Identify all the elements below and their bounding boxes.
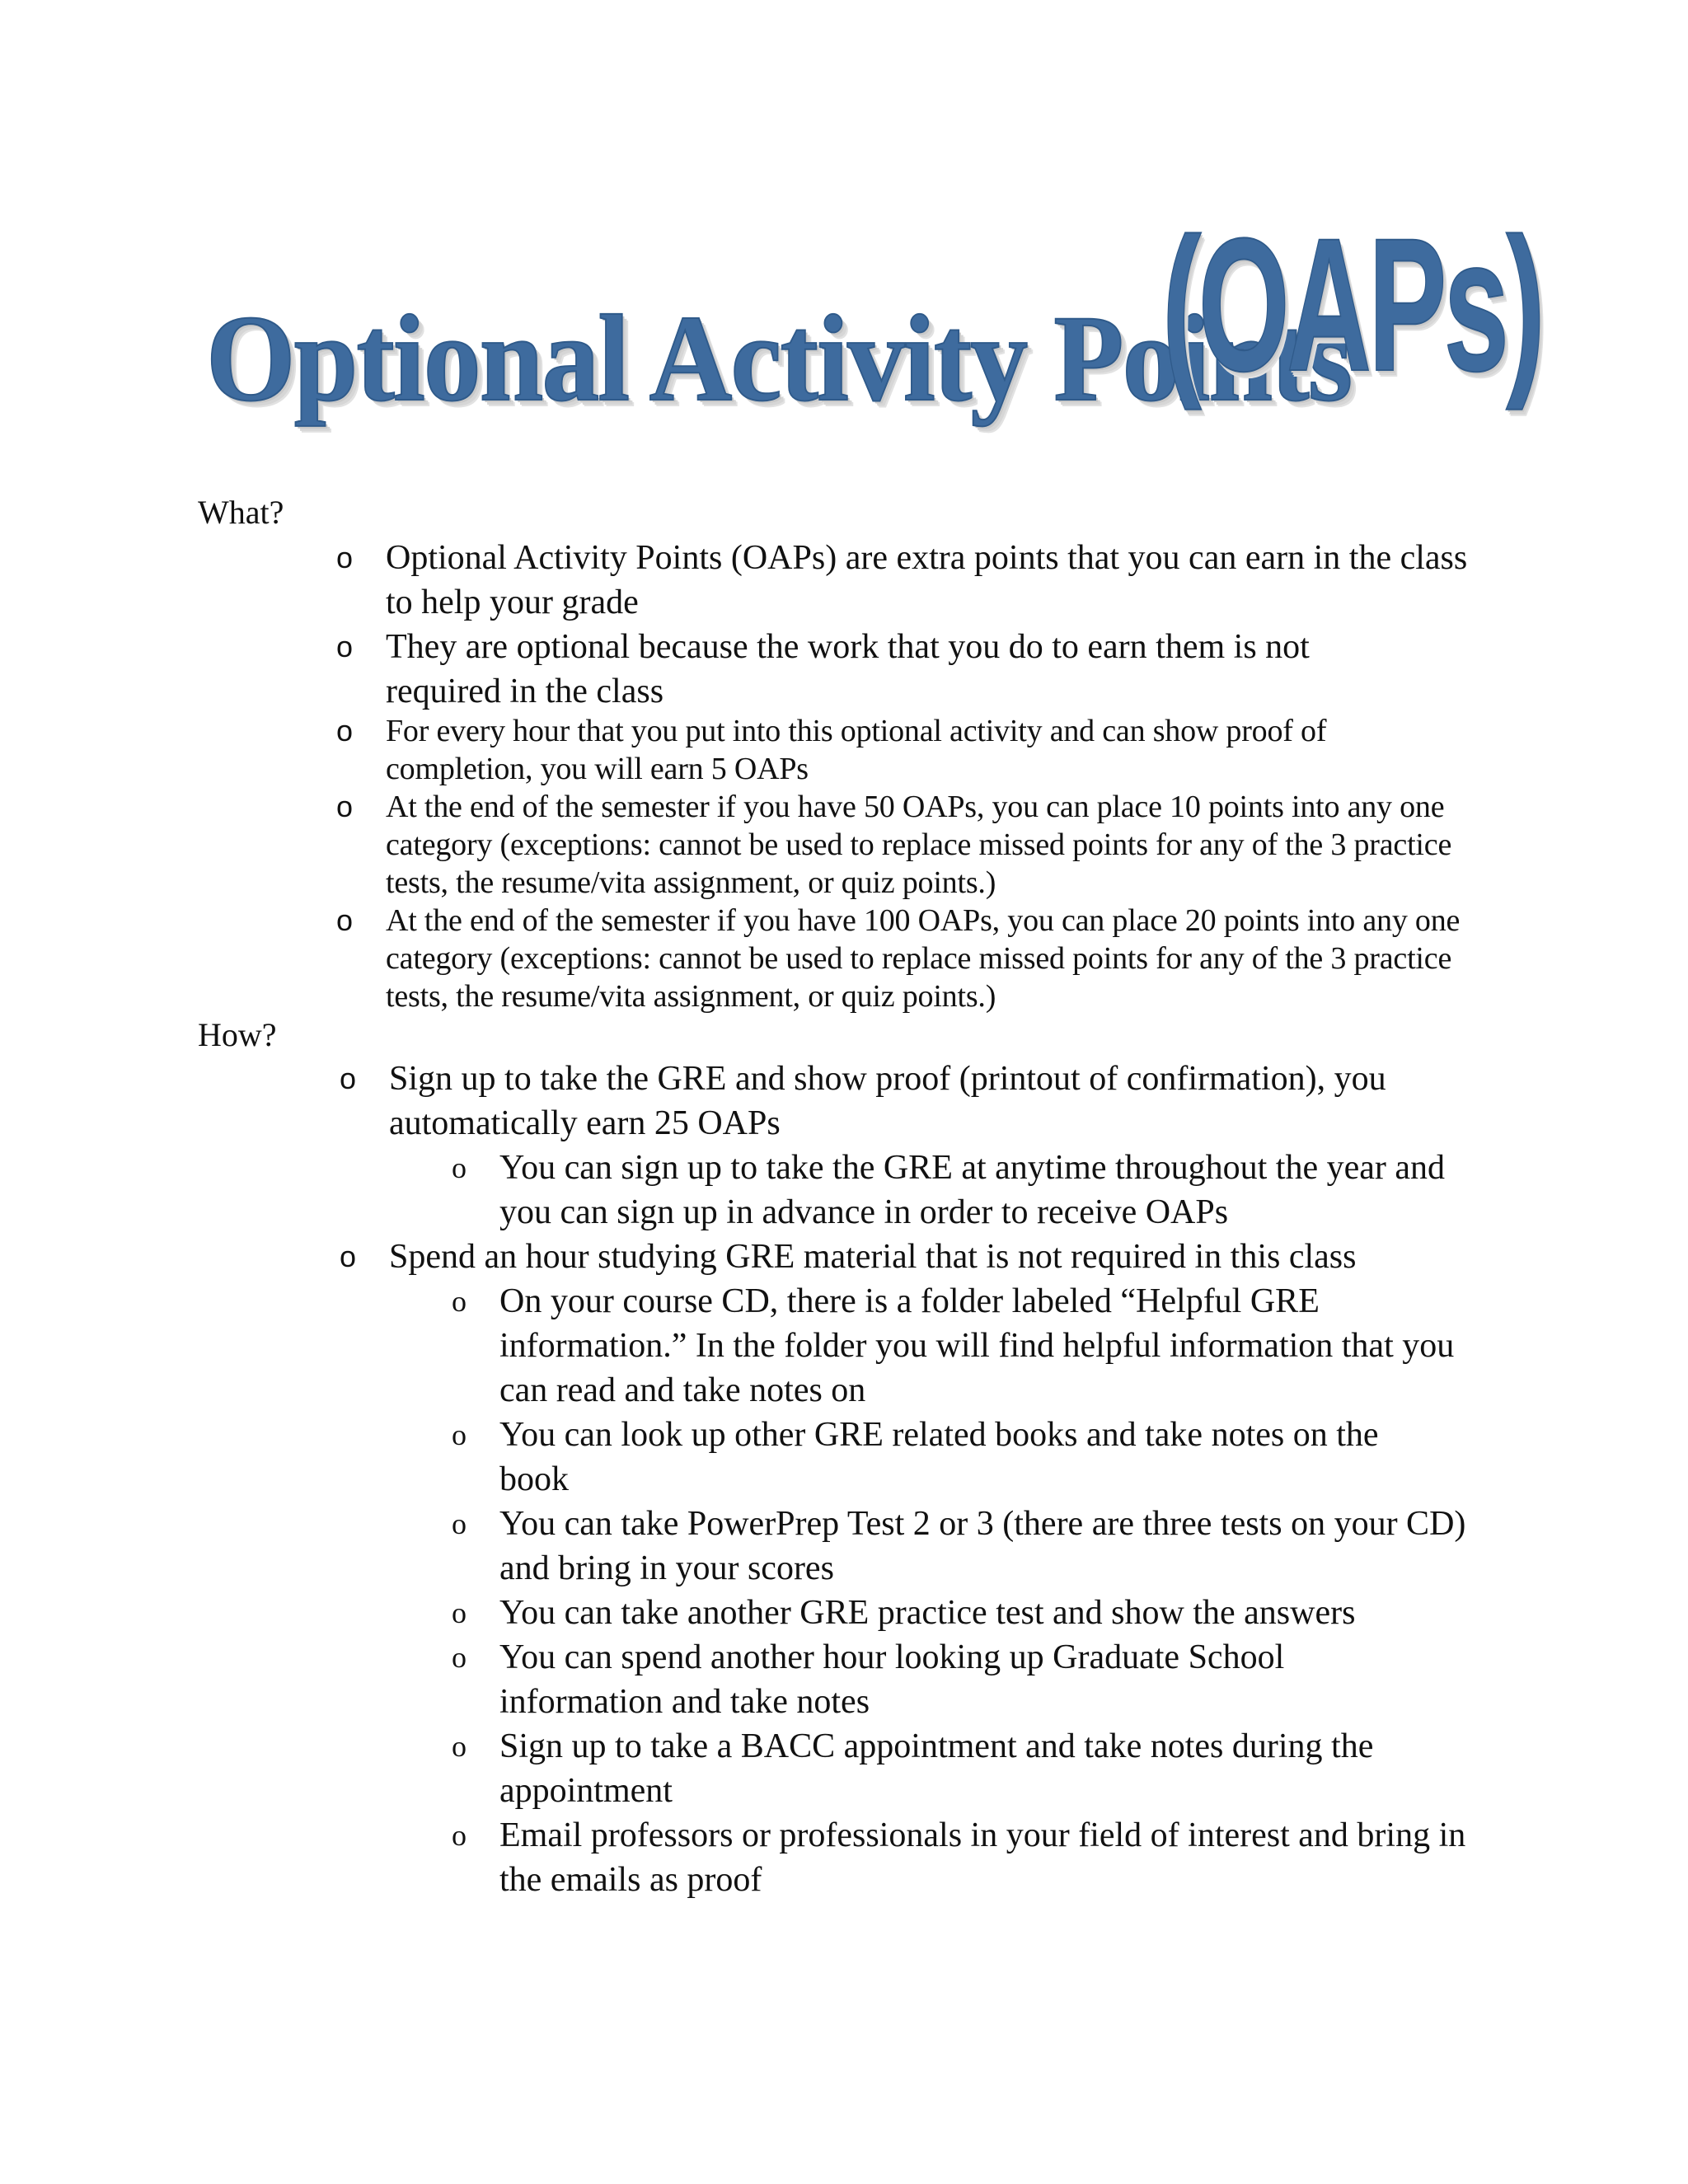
how-sub-item bbox=[452, 1279, 1490, 1413]
sub-item-text: You can take PowerPrep Test 2 or 3 (there are three tests on your CD) and bring in your scores bbox=[499, 1505, 1466, 1587]
sub-item-text: Email professors or professionals in your field of interest and bring in the emails as proof bbox=[499, 1816, 1466, 1899]
how-sub-item bbox=[452, 1635, 1490, 1724]
sub-bullet-marker: o bbox=[452, 1285, 467, 1318]
list-item-text: They are optional because the work that you do to earn them is not required in the class bbox=[386, 628, 1310, 710]
sub-item-text: You can look up other GRE related books and take notes on the book bbox=[499, 1416, 1379, 1498]
what-list-item bbox=[336, 902, 1507, 1015]
sub-item-text: You can spend another hour looking up Graduate School information and take notes bbox=[499, 1638, 1285, 1721]
how-sub-item bbox=[452, 1724, 1490, 1813]
bullet-marker: o bbox=[336, 541, 354, 574]
bullet-marker: o bbox=[336, 714, 354, 748]
sub-item-text: You can sign up to take the GRE at anytime throughout the year and you can sign up in advance in order to receive OAPs bbox=[499, 1149, 1446, 1231]
section-label-how: How? bbox=[198, 1016, 277, 1053]
bullet-marker: o bbox=[340, 1240, 357, 1273]
what-list-item bbox=[336, 536, 1490, 625]
sub-bullet-marker: o bbox=[452, 1819, 467, 1852]
sub-bullet-marker: o bbox=[452, 1730, 467, 1763]
title-main-text: Optional Activity Points bbox=[206, 290, 1352, 427]
how-sub-item bbox=[452, 1502, 1490, 1591]
sub-bullet-marker: o bbox=[452, 1507, 467, 1540]
list-item-text: Optional Activity Points (OAPs) are extra points that you can earn in the class to help your grade bbox=[386, 539, 1468, 621]
sub-bullet-marker: o bbox=[452, 1641, 467, 1674]
title-acronym-text: (OAPs) bbox=[1162, 199, 1542, 410]
what-list-item bbox=[336, 788, 1507, 902]
sub-item-text: On your course CD, there is a folder labeled “Helpful GRE information.” In the folder you will find helpful information that you can read and take notes on bbox=[499, 1282, 1455, 1409]
how-sub-item bbox=[452, 1591, 1490, 1635]
list-item-text: At the end of the semester if you have 50 OAPs, you can place 10 points into any one category (exceptions: cannot be used to replace missed points for any of the 3 practice tests, the resume/vita assignment, or quiz points.) bbox=[386, 790, 1452, 900]
how-sub-item bbox=[452, 1146, 1490, 1235]
sub-item-text: You can take another GRE practice test and show the answers bbox=[499, 1594, 1356, 1632]
sub-bullet-marker: o bbox=[452, 1151, 467, 1184]
bullet-marker: o bbox=[340, 1062, 357, 1095]
list-item-text: For every hour that you put into this optional activity and can show proof of completion, you will earn 5 OAPs bbox=[386, 714, 1327, 786]
sub-bullet-marker: o bbox=[452, 1596, 467, 1629]
sub-item-text: Sign up to take a BACC appointment and take notes during the appointment bbox=[499, 1727, 1374, 1810]
bullet-marker: o bbox=[336, 630, 354, 663]
what-list-item bbox=[336, 625, 1490, 714]
how-list-item bbox=[340, 1057, 1493, 1146]
sub-bullet-marker: o bbox=[452, 1418, 467, 1451]
how-list-item bbox=[340, 1235, 1493, 1279]
bullet-marker: o bbox=[336, 903, 354, 937]
page-title bbox=[206, 190, 1542, 462]
list-item-text: At the end of the semester if you have 100 OAPs, you can place 20 points into any one category (exceptions: cannot be used to replace missed points for any of the 3 practice tests, the resume/vita assignment, or quiz points.) bbox=[386, 903, 1461, 1014]
section-label-what: What? bbox=[198, 494, 284, 531]
bullet-marker: o bbox=[336, 790, 354, 823]
list-item-text: Spend an hour studying GRE material that is not required in this class bbox=[389, 1238, 1357, 1276]
what-list-item bbox=[336, 712, 1490, 788]
how-sub-item bbox=[452, 1413, 1490, 1502]
how-sub-item bbox=[452, 1813, 1490, 1902]
list-item-text: Sign up to take the GRE and show proof (printout of confirmation), you automatically earn 25 OAPs bbox=[389, 1060, 1386, 1142]
